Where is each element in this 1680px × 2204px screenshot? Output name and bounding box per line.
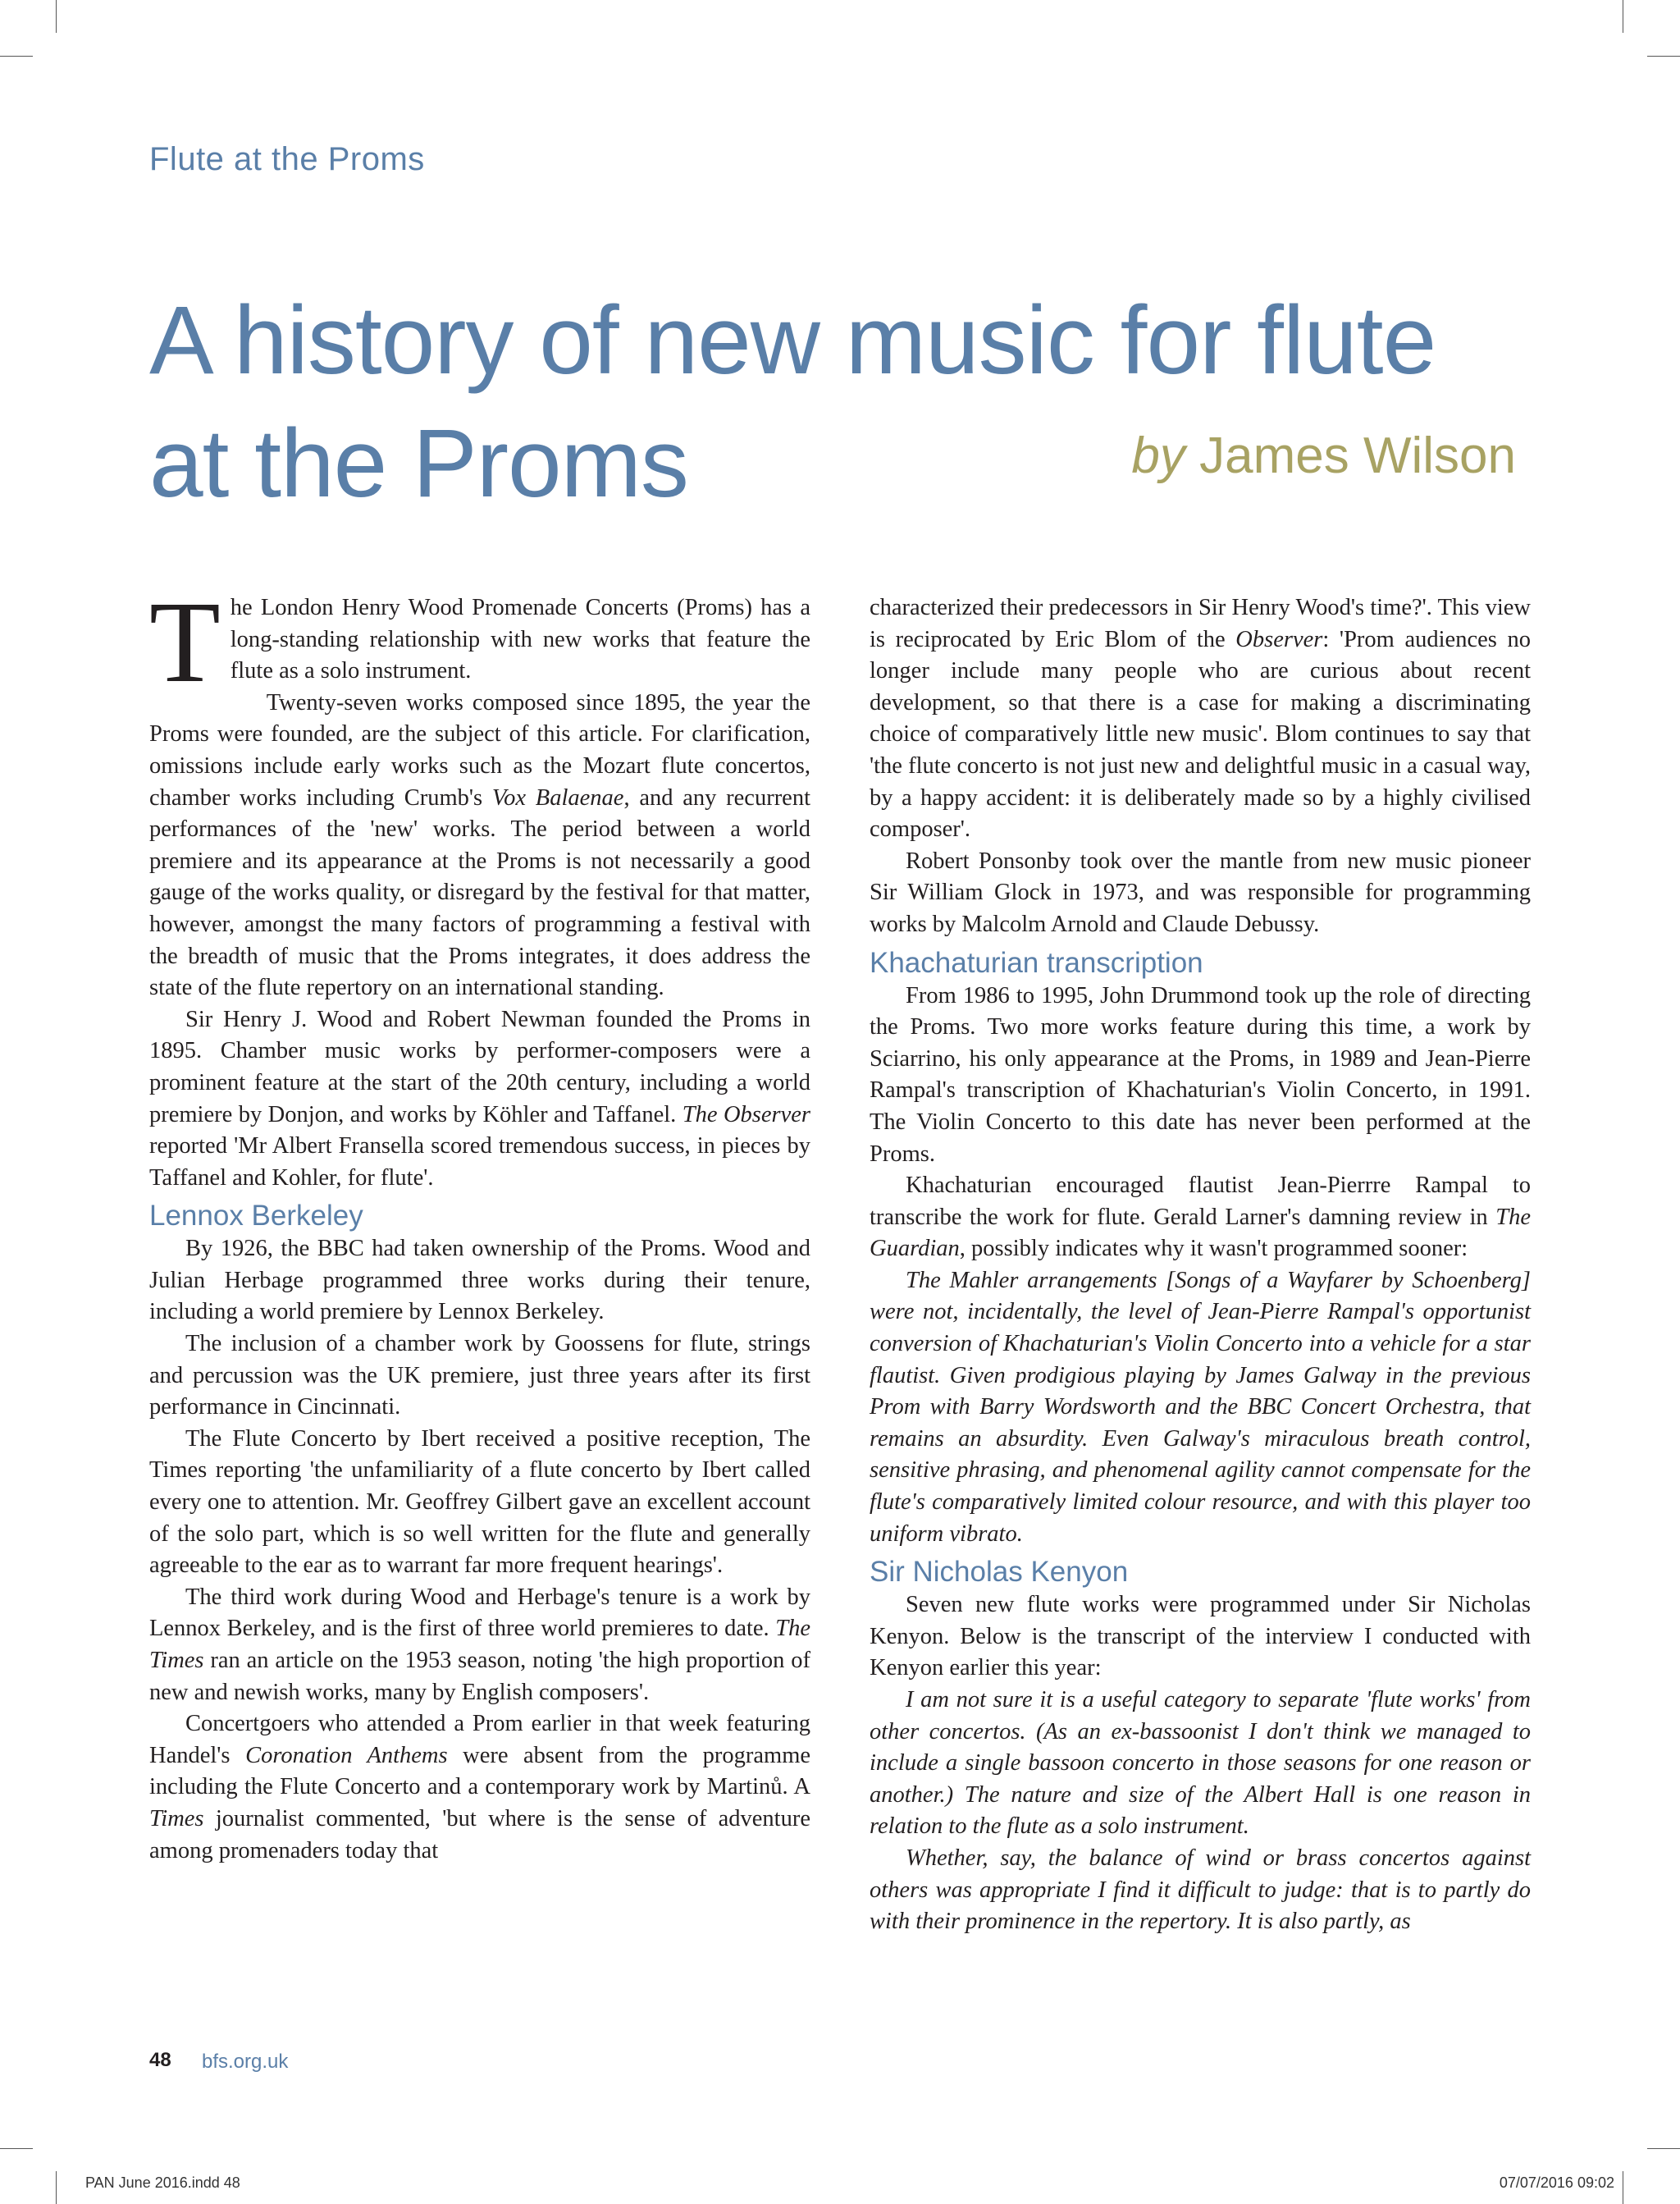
left-column	[149, 577, 811, 1867]
paragraph: Robert Ponsonby took over the mantle from new music pioneer Sir William Glock in 1973, and was responsible for programming works by Malcolm Arnold and Claude Debussy.	[870, 848, 1531, 937]
print-slug-file: PAN June 2016.indd 48	[85, 2174, 240, 2191]
paragraph-text: , possibly indicates why it wasn't programmed sooner:	[959, 1236, 1468, 1262]
paragraph	[149, 577, 810, 706]
paragraph-text: were absent from the programme including the Flute Concerto and a contemporary work by Martinů. A	[149, 1742, 811, 1800]
paragraph	[149, 1004, 810, 1195]
right-column	[870, 592, 1531, 1938]
byline-author: James Wilson	[1199, 428, 1516, 484]
byline	[1131, 427, 1516, 485]
italic-title: Coronation Anthems	[245, 1742, 448, 1768]
paragraph	[870, 1170, 1531, 1265]
italic-title: The Times	[149, 1616, 810, 1673]
crop-mark	[56, 0, 57, 33]
crop-mark	[0, 56, 33, 57]
article-title-line2: at the Proms	[149, 409, 688, 518]
paragraph-text: characterized their predecessors in Sir Henry Wood's time?'. This view is reciprocated by Eric Blom of the	[870, 595, 1531, 652]
paragraph: By 1926, the BBC had taken ownership of the Proms. Wood and Julian Herbage programmed three works during their tenure, including a world premiere by Lennox Berkeley.	[149, 1236, 810, 1325]
section-label: Flute at the Proms	[149, 141, 425, 177]
paragraph-text: The third work during Wood and Herbage's tenure is a work by Lennox Berkeley, and is the first of three world premieres to date.	[149, 1584, 810, 1642]
footer-url: bfs.org.uk	[202, 2051, 289, 2073]
paragraph-text: : 'Prom audiences no longer include many people who are curious about recent development, so that there is a case for making a discriminating choice of comparatively little new music'. Blom continues to say that 'the flute concerto is not just new and delightful music in a casual way, by a happy accident: it is deliberately made so by a highly civilised composer'.	[870, 626, 1531, 843]
drop-cap: T	[149, 577, 221, 706]
page-number: 48	[149, 2049, 171, 2071]
crop-mark	[1647, 56, 1680, 57]
paragraph: Seven new flute works were programmed under Sir Nicholas Kenyon. Below is the transcript of the interview I conducted with Kenyon earlier this year:	[870, 1592, 1531, 1681]
byline-by: by	[1131, 428, 1185, 484]
italic-title: Times	[149, 1805, 204, 1831]
paragraph	[149, 1582, 810, 1708]
subheading-khachaturian-transcription: Khachaturian transcription	[870, 946, 1203, 979]
paragraph: The Flute Concerto by Ibert received a positive reception, The Times reporting 'the unfamiliarity of a flute concerto by Ibert called every one to attention. Mr. Geoffrey Gilbert gave an excellent account of the solo part, which is so well written for the flute and generally agreeable to the ear as to warrant far more frequent hearings'.	[149, 1425, 810, 1579]
crop-mark	[56, 2171, 57, 2204]
paragraph-text: , and any recurrent performances of the 'new' works. The period between a world premiere and its appearance at the Proms is not necessarily a good gauge of the works quality, or disregard by the festival for that matter, however, amongst the many factors of programming a festival with the breadth of music that the Proms integrates, it does address the state of the flute repertory on an international standing.	[149, 784, 810, 1001]
italic-title: Observer	[1235, 626, 1323, 652]
paragraph-text: reported 'Mr Albert Fransella scored tremendous success, in pieces by Taffanel and Kohler, for flute'.	[149, 1133, 810, 1191]
block-quote: The Mahler arrangements [Songs of a Wayfarer by Schoenberg] were not, incidentally, the level of Jean-Pierre Rampal's opportunist conversion of Khachaturian's Violin Concerto into a vehicle for a star flautist. Given prodigious playing by James Galway in the previous Prom with Barry Wordsworth and the BBC Concert Orchestra, that remains an absurdity. Even Galway's miraculous breath control, sensitive phrasing, and phenomenal agility cannot compensate for the flute's comparatively limited colour resource, and with this player too uniform vibrato.	[870, 1267, 1531, 1547]
article-title-line1: A history of new music for flute	[149, 286, 1436, 395]
article-title	[149, 279, 1544, 525]
print-slug-date: 07/07/2016 09:02	[1499, 2174, 1614, 2191]
subheading-sir-nicholas-kenyon: Sir Nicholas Kenyon	[870, 1556, 1129, 1589]
subheading-lennox-berkeley: Lennox Berkeley	[149, 1200, 363, 1232]
paragraph	[149, 688, 810, 1004]
paragraph: From 1986 to 1995, John Drummond took up the role of directing the Proms. Two more works feature during this time, a work by Sciarrino, his only appearance at the Proms, in 1989 and Jean-Pierre Rampal's transcription of Khachaturian's Violin Concerto, in 1991. The Violin Concerto to this date has never been performed at the Proms.	[870, 982, 1531, 1167]
paragraph	[149, 1708, 810, 1867]
paragraph-text: journalist commented, 'but where is the sense of adventure among promenaders today that	[149, 1805, 810, 1863]
paragraph-text: he London Henry Wood Promenade Concerts (Proms) has a long-standing relationship with new works that feature the flute as a solo instrument.	[230, 595, 810, 684]
paragraph-text: ran an article on the 1953 season, noting 'the high proportion of new and newish works, many by English composers'.	[149, 1648, 810, 1705]
paragraph	[870, 592, 1531, 846]
crop-mark	[0, 2148, 33, 2149]
block-quote: I am not sure it is a useful category to separate 'flute works' from other concertos. (As an ex-bassoonist I don't think we managed to include a single bassoon concerto in those seasons for one reason or another.) The nature and size of the Albert Hall is one reason in relation to the flute as a solo instrument.	[870, 1687, 1531, 1840]
paragraph: The inclusion of a chamber work by Goossens for flute, strings and percussion was the UK premiere, just three years after its first performance in Cincinnati.	[149, 1331, 810, 1420]
italic-title: Vox Balaenae	[491, 784, 624, 811]
paragraph-text: Concertgoers who attended a Prom earlier in that week featuring Handel's	[149, 1711, 810, 1768]
crop-mark	[1647, 2148, 1680, 2149]
paragraph-text: Twenty-seven works composed since 1895, the year the Proms were founded, are the subject of this article. For clarification, omissions include early works such as the Mozart flute concertos, chamber works including Crumb's	[149, 689, 810, 811]
block-quote: Whether, say, the balance of wind or brass concertos against others was appropriate I find it difficult to judge: that is to partly do with their prominence in the repertory. It is also partly, as	[870, 1845, 1531, 1935]
italic-title: The Guardian	[870, 1204, 1531, 1262]
paragraph-text: Sir Henry J. Wood and Robert Newman founded the Proms in 1895. Chamber music works by performer-composers were a prominent feature at the start of the 20th century, including a world premiere by Donjon, and works by Köhler and Taffanel.	[149, 1006, 810, 1127]
paragraph-text: Khachaturian encouraged flautist Jean-Pierrre Rampal to transcribe the work for flute. Gerald Larner's damning review in	[870, 1173, 1531, 1230]
italic-title: The Observer	[682, 1101, 810, 1127]
